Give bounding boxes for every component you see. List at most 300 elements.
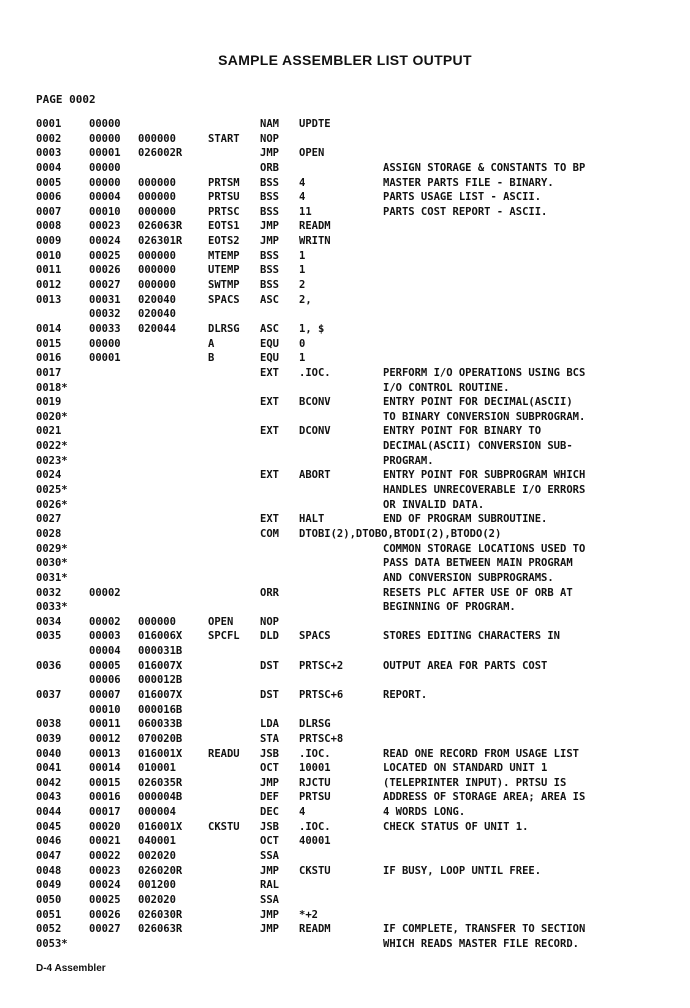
object-code: 040001 xyxy=(138,835,176,848)
listing-line xyxy=(0,381,690,396)
line-sequence-number: 0046 xyxy=(36,835,62,848)
operand-field: UPDTE xyxy=(299,118,331,130)
listing-line xyxy=(0,586,690,601)
line-sequence-number: 0017 xyxy=(36,366,62,379)
comment-field: CHECK STATUS OF UNIT 1. xyxy=(383,820,529,833)
location-counter: 00001 xyxy=(89,147,121,160)
listing-line xyxy=(0,219,690,234)
label-field: MTEMP xyxy=(208,249,240,262)
comment-field: PASS DATA BETWEEN MAIN PROGRAM xyxy=(383,557,573,570)
operand-field: 1 xyxy=(299,264,306,277)
operand-field: RJCTU xyxy=(299,776,331,789)
line-sequence-number: 0043 xyxy=(36,791,62,804)
location-counter: 00010 xyxy=(89,205,121,218)
comment-field: PARTS COST REPORT - ASCII. xyxy=(383,205,548,218)
listing-line xyxy=(0,834,690,849)
label-field: START xyxy=(208,132,240,145)
line-sequence-number: 0049 xyxy=(36,879,62,892)
operand-field: 2, xyxy=(299,293,312,306)
comment-field: OUTPUT AREA FOR PARTS COST xyxy=(383,659,548,672)
location-counter: 00000 xyxy=(89,337,121,350)
operand-field: READM xyxy=(299,220,331,233)
opcode-field: EXT xyxy=(260,513,279,526)
label-field: READU xyxy=(208,747,240,760)
opcode-field: JSB xyxy=(260,747,279,760)
listing-line xyxy=(0,659,690,674)
location-counter: 00026 xyxy=(89,908,121,921)
listing-line xyxy=(0,190,690,205)
location-counter: 00013 xyxy=(89,747,121,760)
opcode-field: JMP xyxy=(260,235,279,248)
location-counter: 00023 xyxy=(89,220,121,233)
line-sequence-number: 0005 xyxy=(36,176,62,189)
label-field: EOTS2 xyxy=(208,235,240,248)
operand-field: 1 xyxy=(299,352,306,365)
operand-field: PRTSC+2 xyxy=(299,659,344,672)
line-sequence-number: 0042 xyxy=(36,776,62,789)
opcode-field: JMP xyxy=(260,776,279,789)
opcode-field: BSS xyxy=(260,249,279,262)
object-code: 001200 xyxy=(138,879,176,892)
line-sequence-number: 0052 xyxy=(36,923,62,936)
line-sequence-number: 0036 xyxy=(36,659,62,672)
operand-field: ABORT xyxy=(299,469,331,482)
comment-field: PERFORM I/O OPERATIONS USING BCS xyxy=(383,366,586,379)
line-sequence-number: 0009 xyxy=(36,235,62,248)
listing-line xyxy=(0,205,690,220)
opcode-field: LDA xyxy=(260,718,279,731)
listing-line xyxy=(0,878,690,893)
object-code: 000000 xyxy=(138,205,176,218)
opcode-field: JMP xyxy=(260,908,279,921)
comment-field: ENTRY POINT FOR SUBPROGRAM WHICH xyxy=(383,469,586,482)
operand-field: 10001 xyxy=(299,762,331,775)
line-sequence-number: 0034 xyxy=(36,615,62,628)
location-counter: 00017 xyxy=(89,806,121,819)
location-counter: 00014 xyxy=(89,762,121,775)
location-counter: 00020 xyxy=(89,820,121,833)
listing-line xyxy=(0,146,690,161)
comment-field: RESETS PLC AFTER USE OF ORB AT xyxy=(383,586,573,599)
listing-line xyxy=(0,673,690,688)
listing-line xyxy=(0,454,690,469)
line-sequence-number: 0012 xyxy=(36,279,62,292)
object-code: 026030R xyxy=(138,908,183,921)
opcode-field: SSA xyxy=(260,850,279,863)
opcode-field: DST xyxy=(260,659,279,672)
opcode-field: BSS xyxy=(260,176,279,189)
operand-field: 4 xyxy=(299,191,306,204)
page-title: SAMPLE ASSEMBLER LIST OUTPUT xyxy=(218,52,472,68)
operand-field: 11 xyxy=(299,205,312,218)
object-code: 020040 xyxy=(138,308,176,321)
object-code: 000000 xyxy=(138,279,176,292)
line-sequence-number: 0027 xyxy=(36,513,62,526)
label-field: SPACS xyxy=(208,293,240,306)
label-field: A xyxy=(208,337,215,350)
operand-field: 2 xyxy=(299,279,306,292)
opcode-field: JMP xyxy=(260,923,279,936)
label-field: SWTMP xyxy=(208,279,240,292)
object-code: 020040 xyxy=(138,293,176,306)
line-sequence-number: 0031* xyxy=(36,571,68,584)
opcode-field: NOP xyxy=(260,615,279,628)
label-field: PRTSM xyxy=(208,176,240,189)
operand-field: .IOC. xyxy=(299,820,331,833)
label-field: CKSTU xyxy=(208,820,240,833)
operand-field: HALT xyxy=(299,513,325,526)
listing-line xyxy=(0,483,690,498)
object-code: 026063R xyxy=(138,923,183,936)
opcode-field: SSA xyxy=(260,893,279,906)
listing-line xyxy=(0,498,690,513)
listing-line xyxy=(0,468,690,483)
listing-line xyxy=(0,322,690,337)
line-sequence-number: 0035 xyxy=(36,630,62,643)
line-sequence-number: 0007 xyxy=(36,205,62,218)
line-sequence-number: 0014 xyxy=(36,322,62,335)
listing-line xyxy=(0,805,690,820)
operand-field: .IOC. xyxy=(299,747,331,760)
operand-field: .IOC. xyxy=(299,366,331,379)
location-counter: 00000 xyxy=(89,132,121,145)
operand-field: 1 xyxy=(299,249,306,262)
location-counter: 00015 xyxy=(89,776,121,789)
object-code: 000000 xyxy=(138,264,176,277)
listing-line xyxy=(0,644,690,659)
listing-line xyxy=(0,366,690,381)
line-sequence-number: 0050 xyxy=(36,893,62,906)
listing-line xyxy=(0,263,690,278)
assembler-listing xyxy=(0,117,690,952)
opcode-field: BSS xyxy=(260,205,279,218)
opcode-field: EXT xyxy=(260,366,279,379)
line-sequence-number: 0022* xyxy=(36,440,68,453)
object-code: 000031B xyxy=(138,645,183,658)
line-sequence-number: 0040 xyxy=(36,747,62,760)
comment-field: (TELEPRINTER INPUT). PRTSU IS xyxy=(383,776,567,789)
listing-line xyxy=(0,307,690,322)
comment-field: PROGRAM. xyxy=(383,454,434,467)
object-code: 000004B xyxy=(138,791,183,804)
opcode-field: EXT xyxy=(260,425,279,438)
listing-line xyxy=(0,820,690,835)
opcode-field: NAM xyxy=(260,118,279,130)
object-code: 020044 xyxy=(138,322,176,335)
listing-line xyxy=(0,703,690,718)
location-counter: 00032 xyxy=(89,308,121,321)
line-sequence-number: 0011 xyxy=(36,264,62,277)
comment-field: ENTRY POINT FOR DECIMAL(ASCII) xyxy=(383,396,573,409)
listing-line xyxy=(0,176,690,191)
listing-line xyxy=(0,790,690,805)
operand-field: 4 xyxy=(299,176,306,189)
object-code: 000012B xyxy=(138,674,183,687)
listing-line xyxy=(0,337,690,352)
location-counter: 00031 xyxy=(89,293,121,306)
object-code: 026301R xyxy=(138,235,183,248)
object-code: 000000 xyxy=(138,132,176,145)
object-code: 016001X xyxy=(138,747,183,760)
opcode-field: JSB xyxy=(260,820,279,833)
listing-line xyxy=(0,937,690,952)
line-sequence-number: 0038 xyxy=(36,718,62,731)
listing-line xyxy=(0,776,690,791)
object-code: 002020 xyxy=(138,893,176,906)
comment-field: ASSIGN STORAGE & CONSTANTS TO BP xyxy=(383,161,586,174)
operand-field: 1, $ xyxy=(299,322,325,335)
object-code: 010001 xyxy=(138,762,176,775)
listing-line xyxy=(0,688,690,703)
comment-field: OR INVALID DATA. xyxy=(383,498,485,511)
object-code: 026020R xyxy=(138,864,183,877)
line-sequence-number: 0044 xyxy=(36,806,62,819)
line-sequence-number: 0020* xyxy=(36,410,68,423)
location-counter: 00010 xyxy=(89,703,121,716)
operand-field: DLRSG xyxy=(299,718,331,731)
location-counter: 00007 xyxy=(89,688,121,701)
label-field: PRTSU xyxy=(208,191,240,204)
listing-line xyxy=(0,117,690,132)
line-sequence-number: 0016 xyxy=(36,352,62,365)
location-counter: 00022 xyxy=(89,850,121,863)
opcode-field: DLD xyxy=(260,630,279,643)
object-code: 000000 xyxy=(138,191,176,204)
object-code: 000004 xyxy=(138,806,176,819)
opcode-field: OCT xyxy=(260,762,279,775)
opcode-field: RAL xyxy=(260,879,279,892)
listing-line xyxy=(0,922,690,937)
line-sequence-number: 0006 xyxy=(36,191,62,204)
object-code: 000000 xyxy=(138,176,176,189)
line-sequence-number: 0037 xyxy=(36,688,62,701)
line-sequence-number: 0039 xyxy=(36,732,62,745)
location-counter: 00002 xyxy=(89,586,121,599)
listing-line xyxy=(0,132,690,147)
line-sequence-number: 0051 xyxy=(36,908,62,921)
line-sequence-number: 0021 xyxy=(36,425,62,438)
operand-field: PRTSC+6 xyxy=(299,688,344,701)
label-field: SPCFL xyxy=(208,630,240,643)
location-counter: 00033 xyxy=(89,322,121,335)
label-field: B xyxy=(208,352,215,365)
object-code: 016007X xyxy=(138,688,183,701)
opcode-field: JMP xyxy=(260,147,279,160)
opcode-field: JMP xyxy=(260,864,279,877)
comment-field: ADDRESS OF STORAGE AREA; AREA IS xyxy=(383,791,586,804)
listing-line xyxy=(0,615,690,630)
object-code: 016007X xyxy=(138,659,183,672)
comment-field: BEGINNING OF PROGRAM. xyxy=(383,601,516,614)
comment-field: WHICH READS MASTER FILE RECORD. xyxy=(383,937,579,950)
line-sequence-number: 0053* xyxy=(36,937,68,950)
listing-line xyxy=(0,542,690,557)
listing-line xyxy=(0,161,690,176)
line-sequence-number: 0033* xyxy=(36,601,68,614)
listing-line xyxy=(0,234,690,249)
object-code: 000000 xyxy=(138,249,176,262)
object-code: 026063R xyxy=(138,220,183,233)
location-counter: 00021 xyxy=(89,835,121,848)
location-counter: 00000 xyxy=(89,176,121,189)
opcode-field: BSS xyxy=(260,191,279,204)
line-sequence-number: 0010 xyxy=(36,249,62,262)
comment-field: I/O CONTROL ROUTINE. xyxy=(383,381,510,394)
listing-line xyxy=(0,351,690,366)
line-sequence-number: 0024 xyxy=(36,469,62,482)
location-counter: 00001 xyxy=(89,352,121,365)
listing-line xyxy=(0,527,690,542)
opcode-field: BSS xyxy=(260,264,279,277)
operand-field: 4 xyxy=(299,806,306,819)
comment-field: MASTER PARTS FILE - BINARY. xyxy=(383,176,554,189)
line-sequence-number: 0001 xyxy=(36,118,62,130)
comment-field: 4 WORDS LONG. xyxy=(383,806,466,819)
comment-field: REPORT. xyxy=(383,688,428,701)
opcode-field: EQU xyxy=(260,352,279,365)
object-code: 060033B xyxy=(138,718,183,731)
page-footer: D-4 Assembler xyxy=(36,963,106,974)
listing-page-number: PAGE 0002 xyxy=(36,93,96,106)
line-sequence-number: 0026* xyxy=(36,498,68,511)
opcode-field: EXT xyxy=(260,396,279,409)
operand-field: PRTSU xyxy=(299,791,331,804)
comment-field: READ ONE RECORD FROM USAGE LIST xyxy=(383,747,579,760)
listing-line xyxy=(0,424,690,439)
location-counter: 00002 xyxy=(89,615,121,628)
line-sequence-number: 0023* xyxy=(36,454,68,467)
operand-field: PRTSC+8 xyxy=(299,732,344,745)
line-sequence-number: 0048 xyxy=(36,864,62,877)
line-sequence-number: 0030* xyxy=(36,557,68,570)
line-sequence-number: 0041 xyxy=(36,762,62,775)
location-counter: 00004 xyxy=(89,645,121,658)
listing-line xyxy=(0,278,690,293)
opcode-field: NOP xyxy=(260,132,279,145)
location-counter: 00027 xyxy=(89,923,121,936)
object-code: 026035R xyxy=(138,776,183,789)
listing-line xyxy=(0,629,690,644)
opcode-field: DEF xyxy=(260,791,279,804)
object-code: 070020B xyxy=(138,732,183,745)
location-counter: 00023 xyxy=(89,864,121,877)
line-sequence-number: 0045 xyxy=(36,820,62,833)
listing-line xyxy=(0,747,690,762)
label-field: EOTS1 xyxy=(208,220,240,233)
listing-line xyxy=(0,600,690,615)
location-counter: 00026 xyxy=(89,264,121,277)
line-sequence-number: 0008 xyxy=(36,220,62,233)
listing-line xyxy=(0,864,690,879)
listing-line xyxy=(0,410,690,425)
comment-field: STORES EDITING CHARACTERS IN xyxy=(383,630,561,643)
listing-line xyxy=(0,512,690,527)
opcode-field: DEC xyxy=(260,806,279,819)
operand-field: DCONV xyxy=(299,425,331,438)
opcode-field: EXT xyxy=(260,469,279,482)
listing-line xyxy=(0,761,690,776)
object-code: 016006X xyxy=(138,630,183,643)
listing-line xyxy=(0,395,690,410)
line-sequence-number: 0047 xyxy=(36,850,62,863)
comment-field: IF COMPLETE, TRANSFER TO SECTION xyxy=(383,923,586,936)
object-code: 000000 xyxy=(138,615,176,628)
line-sequence-number: 0018* xyxy=(36,381,68,394)
opcode-field: ASC xyxy=(260,322,279,335)
line-sequence-number: 0002 xyxy=(36,132,62,145)
operand-field: CKSTU xyxy=(299,864,331,877)
operand-field: READM xyxy=(299,923,331,936)
location-counter: 00000 xyxy=(89,161,121,174)
location-counter: 00025 xyxy=(89,249,121,262)
location-counter: 00024 xyxy=(89,235,121,248)
comment-field: PARTS USAGE LIST - ASCII. xyxy=(383,191,542,204)
listing-line xyxy=(0,893,690,908)
opcode-field: COM xyxy=(260,527,279,540)
line-sequence-number: 0013 xyxy=(36,293,62,306)
opcode-field: EQU xyxy=(260,337,279,350)
location-counter: 00012 xyxy=(89,732,121,745)
line-sequence-number: 0028 xyxy=(36,527,62,540)
label-field: UTEMP xyxy=(208,264,240,277)
line-sequence-number: 0025* xyxy=(36,484,68,497)
operand-field: WRITN xyxy=(299,235,331,248)
object-code: 000016B xyxy=(138,703,183,716)
comment-field: HANDLES UNRECOVERABLE I/O ERRORS xyxy=(383,484,586,497)
opcode-field: JMP xyxy=(260,220,279,233)
operand-field: 0 xyxy=(299,337,306,350)
comment-field: AND CONVERSION SUBPROGRAMS. xyxy=(383,571,554,584)
opcode-field: STA xyxy=(260,732,279,745)
operand-field: BCONV xyxy=(299,396,331,409)
listing-line xyxy=(0,849,690,864)
comment-field: ENTRY POINT FOR BINARY TO xyxy=(383,425,542,438)
label-field: DLRSG xyxy=(208,322,240,335)
listing-line xyxy=(0,908,690,923)
line-sequence-number: 0019 xyxy=(36,396,62,409)
location-counter: 00025 xyxy=(89,893,121,906)
opcode-field: OCT xyxy=(260,835,279,848)
opcode-field: BSS xyxy=(260,279,279,292)
operand-field: SPACS xyxy=(299,630,331,643)
object-code: 026002R xyxy=(138,147,183,160)
location-counter: 00005 xyxy=(89,659,121,672)
line-sequence-number: 0015 xyxy=(36,337,62,350)
listing-line xyxy=(0,571,690,586)
opcode-field: ORR xyxy=(260,586,279,599)
location-counter: 00000 xyxy=(89,118,121,130)
operand-field: *+2 xyxy=(299,908,318,921)
opcode-field: ASC xyxy=(260,293,279,306)
listing-line xyxy=(0,732,690,747)
line-sequence-number: 0029* xyxy=(36,542,68,555)
comment-field: TO BINARY CONVERSION SUBPROGRAM. xyxy=(383,410,586,423)
location-counter: 00006 xyxy=(89,674,121,687)
label-field: OPEN xyxy=(208,615,234,628)
listing-line xyxy=(0,556,690,571)
operand-field: OPEN xyxy=(299,147,325,160)
location-counter: 00011 xyxy=(89,718,121,731)
opcode-field: DST xyxy=(260,688,279,701)
comment-field: END OF PROGRAM SUBROUTINE. xyxy=(383,513,548,526)
object-code: 002020 xyxy=(138,850,176,863)
location-counter: 00016 xyxy=(89,791,121,804)
line-sequence-number: 0032 xyxy=(36,586,62,599)
listing-line xyxy=(0,293,690,308)
location-counter: 00003 xyxy=(89,630,121,643)
location-counter: 00024 xyxy=(89,879,121,892)
comment-field: IF BUSY, LOOP UNTIL FREE. xyxy=(383,864,542,877)
